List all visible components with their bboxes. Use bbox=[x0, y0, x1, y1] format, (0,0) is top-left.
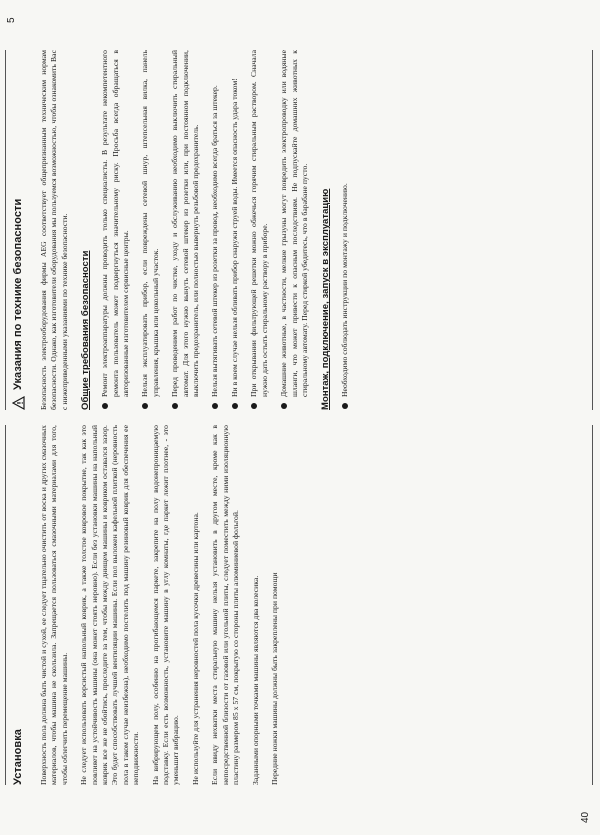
top-rule-left bbox=[5, 425, 6, 785]
list-item: Ни в коем случае нельзя обливать прибор снаружи струей воды. Имеется опасность удара током! bbox=[230, 50, 240, 410]
safety-title bbox=[12, 50, 25, 410]
list-item: Необходимо соблюдать инструкции по монтажу и подключению. bbox=[340, 50, 350, 410]
paragraph: Не следует использовать ворсистый напольный коврик, а также толстое ковровое покрытие, так как это повлияет на устойчивость машины (она может стоять неровно). Если без установки машины на напольный коврик все же не обойтись, проследите за тем, чтобы между днищем машины и ковриком оставался зазор. Это будет способствовать лучшей вентиляции машины. Если пол выложен кафельной плиткой (неровность пола в таком случае неизбежна), необходимо постелить под машину резиновый коврик для обеспечения ее неподвижности. bbox=[79, 425, 141, 785]
paragraph: Заданными опорными точками машины являются два колесика. bbox=[250, 575, 260, 785]
warning-triangle-icon bbox=[12, 396, 25, 410]
section-title-general: Общие требования безопасности bbox=[80, 250, 92, 410]
section-title-installation: Монтаж, подключение, запуск в эксплуатацию bbox=[320, 188, 332, 410]
bullet-icon bbox=[281, 403, 287, 409]
bullet-icon bbox=[102, 403, 108, 409]
bullet-icon bbox=[142, 403, 148, 409]
bullet-icon bbox=[251, 403, 257, 409]
paragraph: Не используйте для устранения неровностей пола кусочки древесины или картона. bbox=[190, 512, 200, 785]
left-column bbox=[12, 425, 289, 785]
bottom-rule-right bbox=[592, 50, 593, 410]
right-column bbox=[12, 50, 360, 410]
top-rule-right bbox=[5, 50, 6, 410]
list-item: Нельзя вытягивать сетевой штекер из розетки за провод, необходимо всегда браться за штекер. bbox=[210, 50, 220, 410]
page-number-right: 5 bbox=[6, 17, 17, 23]
safety-title-text: Указания по технике безопасности bbox=[12, 198, 24, 390]
list-item: Перед проведением работ по чистке, уходу и обслуживанию необходимо выключить стиральный автомат. Для этого нужно вынуть сетевой штекер из розетки или, при постоянном подключении, выключить предохранитель, или полностью вывернуть резьбовой предохранитель. bbox=[170, 50, 201, 410]
paragraph: На вибрирующем полу, особенно на прогибающемся паркете, закрепите на полу водонепроницаемую подставку. Если есть возможность, установите машину в углу комнаты, где паркет лежит плотнее, - это уменьшит вибрацию. bbox=[150, 425, 181, 785]
bullet-icon bbox=[172, 403, 178, 409]
paragraph: Передние ножки машины должны быть закреплены при помощи bbox=[269, 572, 279, 785]
bullet-icon bbox=[212, 403, 218, 409]
bullet-icon bbox=[232, 403, 238, 409]
bottom-rule-left bbox=[592, 425, 593, 785]
general-safety-list bbox=[100, 50, 310, 410]
bullet-icon bbox=[342, 403, 348, 409]
list-item: Домашние животные, в частности, мелкие грызуны могут повредить электропроводку или водяные шланги, что может привести к опасным последствиям. Не подпускайте домашних животных к стиральному автомату. Перед стиркой убедитесь, что в барабане пусто. bbox=[279, 50, 310, 410]
list-item: Ремонт электроаппаратуры должны проводить только специалисты. В результате некомпетентного ремонта пользователь может подвергнуться значительному риску. Просьба всегда обращаться в авторизованные изготовителем сервисные центры. bbox=[100, 50, 131, 410]
page-number-left: 40 bbox=[580, 811, 591, 823]
paragraph: Поверхность пола должна быть чистой и сухой, ее следует тщательно очистить от воска и других смазочных материалов, чтобы машина не скользила. Запрещается пользоваться смазочными материалами для того, чтобы облегчить перемещение машины. bbox=[39, 425, 69, 785]
list-item: Нельзя эксплуатировать прибор, если повреждены сетевой шнур, штепсельная вилка, панель управления, крышка или цокольный участок. bbox=[140, 50, 161, 410]
list-item: При открывании фильтрующей решетки можно обжечься горячим стиральным раствором. Сначала нужно дать остыть стиральному раствору в приборе. bbox=[249, 50, 270, 410]
safety-intro: Безопасность электрооборудования фирмы AEG соответствует общепризнанным техническим нормам безопасности. Однако, как изготовители оборудования мы пользуемся возможностью, чтобы ознакомить Вас с нижеприведенными указаниями по технике безопасности. bbox=[39, 50, 69, 410]
installation-list bbox=[340, 50, 350, 410]
installation-title: Установка bbox=[12, 729, 24, 785]
paragraph: Если ввиду нехватки места стиральную машину нельзя установить в другом месте, кроме как в непосредственной близости от газовой или угольной плиты, следует поместить между ними изоляционную пластину размером 85 х 57 см, покрытую со стороны плиты алюминиевой фольгой. bbox=[210, 425, 241, 785]
